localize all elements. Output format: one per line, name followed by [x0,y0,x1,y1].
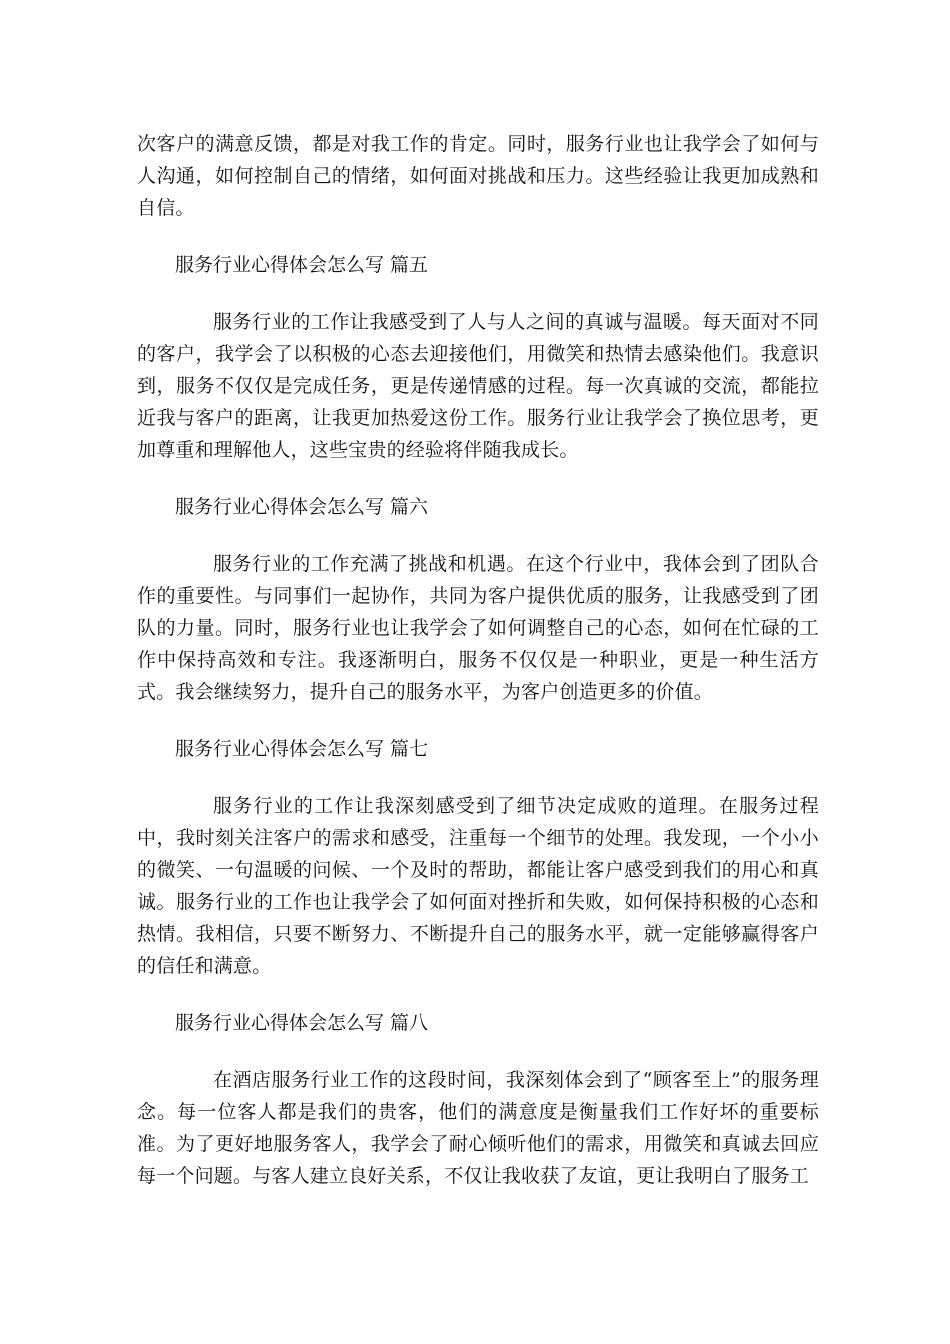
section-heading-6: 服务行业心得体会怎么写 篇六 [175,496,429,518]
section-body-8: 在酒店服务行业工作的这段时间，我深刻体会到了“顾客至上”的服务理念。每一位客人都是我们的贵客，他们的满意度是衡量我们工作好坏的重要标准。为了更好地服务客人，我学会了耐心倾听他们的需求，用微笑和真诚去回应每一个问题。与客人建立良好关系，不仅让我收获了友谊，更让我明白了服务工 [137,1069,819,1187]
spacer [137,765,819,790]
spacer [137,281,819,306]
section-heading-8: 服务行业心得体会怎么写 篇八 [175,1012,429,1034]
section-body-6: 服务行业的工作充满了挑战和机遇。在这个行业中，我体会到了团队合作的重要性。与同事们一起协作，共同为客户提供优质的服务，让我感受到了团队的力量。同时，服务行业也让我学会了如何调整自己的心态，如何在忙碌的工作中保持高效和专注。我逐渐明白，服务不仅仅是一种职业，更是一种生活方式。我会继续努力，提升自己的服务水平，为客户创造更多的价值。 [137,553,819,703]
section-heading-7: 服务行业心得体会怎么写 篇七 [175,738,429,760]
spacer [137,708,819,733]
section-body-7: 服务行业的工作让我深刻感受到了细节决定成败的道理。在服务过程中，我时刻关注客户的需求和感受，注重每一个细节的处理。我发现，一个小小的微笑、一句温暖的问候、一个及时的帮助，都能让客户感受到我们的用心和真诚。服务行业的工作也让我学会了如何面对挫折和失败，如何保持积极的心态和热情。我相信，只要不断努力、不断提升自己的服务水平，就一定能够赢得客户的信任和满意。 [137,795,819,977]
spacer [137,1039,819,1064]
spacer [137,466,819,491]
section-body-5: 服务行业的工作让我感受到了人与人之间的真诚与温暖。每天面对不同的客户，我学会了以积极的心态去迎接他们，用微笑和热情去感染他们。我意识到，服务不仅仅是完成任务，更是传递情感的过程。每一次真诚的交流，都能拉近我与客户的距离，让我更加热爱这份工作。服务行业让我学会了换位思考，更加尊重和理解他人，这些宝贵的经验将伴随我成长。 [137,311,819,461]
spacer [137,224,819,249]
document-page [137,128,819,1192]
spacer [137,982,819,1007]
section-heading-5: 服务行业心得体会怎么写 篇五 [175,254,429,276]
spacer [137,523,819,548]
intro-paragraph: 次客户的满意反馈，都是对我工作的肯定。同时，服务行业也让我学会了如何与人沟通，如何控制自己的情绪，如何面对挑战和压力。这些经验让我更加成熟和自信。 [137,133,819,219]
